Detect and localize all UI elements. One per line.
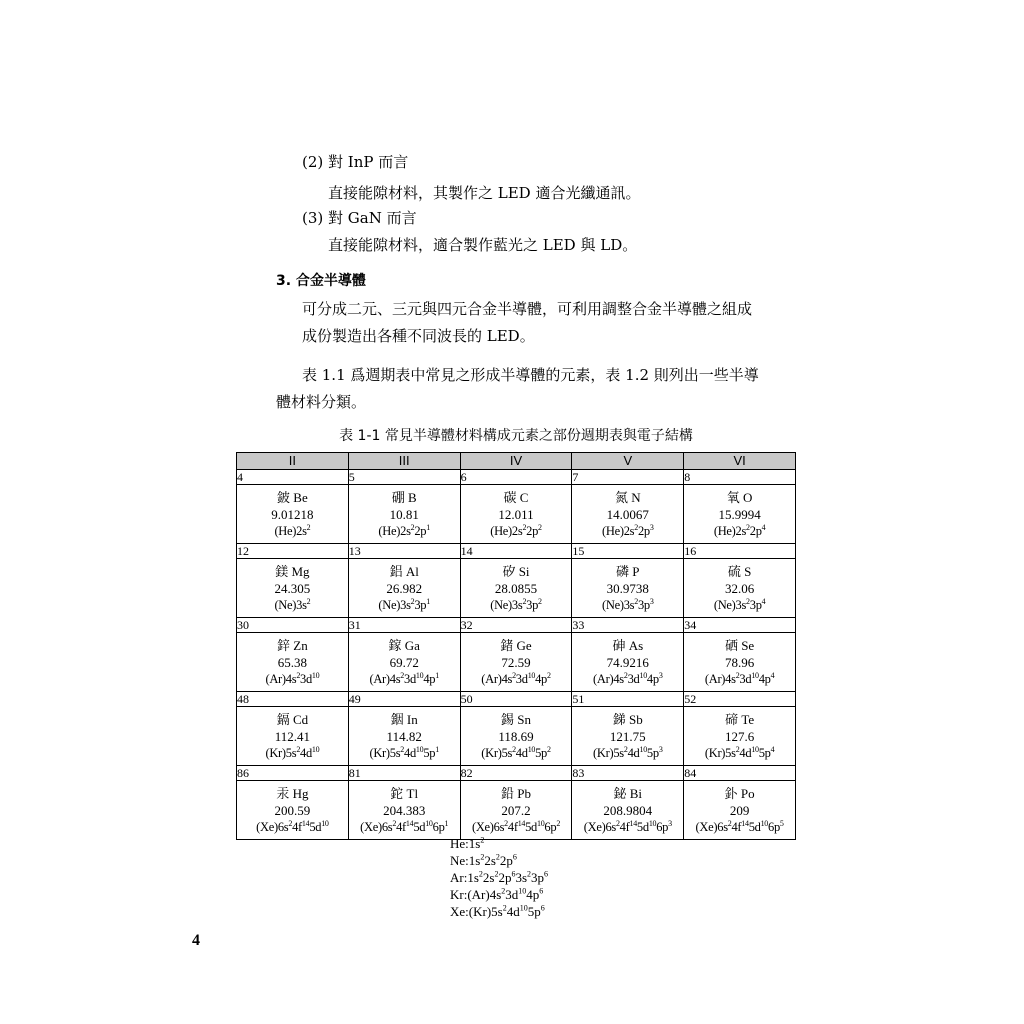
atomic-mass: 10.81: [389, 506, 419, 522]
page-number: 4: [192, 932, 200, 949]
atomic-number: 30: [237, 618, 349, 633]
electron-config: $(Xe)6s^24f^{14}5d^{10}6p^5$: [695, 818, 784, 834]
group-header: II: [237, 453, 349, 470]
element-cell: [684, 559, 796, 618]
section-heading: 3. 合金半導體: [276, 273, 366, 289]
atomic-mass: 208.9804: [603, 802, 653, 818]
periodic-table: [236, 452, 796, 840]
atomic-mass: 200.59: [274, 802, 311, 818]
atomic-number: 49: [348, 692, 460, 707]
electron-config: $(Kr)5s^24d^{10}5p^2$: [481, 744, 551, 760]
element-name: 碳 C: [503, 489, 529, 505]
atomic-number: 82: [460, 766, 572, 781]
atomic-number: 6: [460, 470, 572, 485]
element-name: 氮 N: [614, 489, 641, 505]
atomic-mass: 114.82: [386, 728, 422, 744]
atomic-mass: 121.75: [609, 728, 646, 744]
atomic-number: 84: [684, 766, 796, 781]
electron-config: $(He)2s^22p^4$: [713, 522, 766, 538]
element-cell: [460, 633, 572, 692]
paragraph-2-line-2: 體材料分類。: [276, 393, 367, 411]
paragraph-2-line-1: 表 1.1 爲週期表中常見之形成半導體的元素，表 1.2 則列出一些半導: [302, 366, 759, 384]
element-name: 汞 Hg: [276, 785, 309, 801]
config-note: $Xe:(Kr)5s^24d^{10}5p^6$: [450, 903, 545, 919]
atomic-number: 31: [348, 618, 460, 633]
atomic-mass: 12.011: [498, 506, 534, 522]
atomic-number: 14: [460, 544, 572, 559]
paragraph-1-line-1: 可分成二元、三元與四元合金半導體，可利用調整合金半導體之組成: [302, 300, 753, 318]
electron-config: $(Xe)6s^24f^{14}5d^{10}6p^3$: [583, 818, 672, 834]
element-name: 鍺 Ge: [500, 637, 532, 653]
element-cell: [237, 781, 349, 840]
atomic-mass: 72.59: [501, 654, 531, 670]
electron-config: $(Kr)5s^24d^{10}5p^3$: [593, 744, 663, 760]
element-cell: [572, 633, 684, 692]
electron-config: $(Ar)4s^23d^{10}4p^2$: [481, 670, 551, 686]
element-cell: [237, 633, 349, 692]
element-cell: [572, 485, 684, 544]
electron-config: $(He)2s^22p^1$: [378, 522, 430, 538]
element-cell: [684, 781, 796, 840]
electron-config: $(He)2s^22p^2$: [490, 522, 542, 538]
atomic-number: 4: [237, 470, 349, 485]
atomic-number: 51: [572, 692, 684, 707]
electron-config: $(Kr)5s^24d^{10}5p^1$: [369, 744, 439, 760]
electron-config: $(Ne)3s^23p^1$: [378, 596, 430, 612]
element-cell: [348, 485, 460, 544]
atomic-number: 81: [348, 766, 460, 781]
element-name: 鉍 Bi: [613, 785, 643, 801]
atomic-mass: 118.69: [498, 728, 534, 744]
electron-config: $(He)2s^22p^3$: [602, 522, 654, 538]
atomic-mass: 112.41: [274, 728, 311, 744]
atomic-mass: 32.06: [724, 580, 755, 596]
element-cell: [237, 559, 349, 618]
electron-config: $(Ne)3s^23p^4$: [713, 596, 766, 612]
electron-config: $(Ne)3s^2$: [274, 596, 311, 612]
group-header: V: [572, 453, 684, 470]
atomic-mass: 65.38: [277, 654, 308, 670]
atomic-number-row: [237, 544, 796, 559]
config-note: $Ne:1s^22s^22p^6$: [450, 852, 517, 868]
atomic-number-row: [237, 618, 796, 633]
element-name: 鋁 Al: [389, 563, 419, 579]
element-name: 鉈 Tl: [390, 785, 419, 801]
atomic-mass: 26.982: [386, 580, 423, 596]
atomic-number: 33: [572, 618, 684, 633]
atomic-mass: 30.9738: [606, 580, 649, 596]
element-name: 鎂 Mg: [275, 563, 310, 579]
element-cell: [348, 707, 460, 766]
list-item-3-title: (3) 對 GaN 而言: [302, 209, 417, 227]
electron-config: $(Xe)6s^24f^{14}5d^{10}6p^1$: [360, 818, 449, 834]
element-name: 氧 O: [726, 489, 753, 505]
element-cell: [460, 707, 572, 766]
atomic-number: 50: [460, 692, 572, 707]
element-name: 砷 As: [612, 637, 644, 653]
element-row: [237, 485, 796, 544]
atomic-number-row: [237, 692, 796, 707]
element-name: 磷 P: [616, 563, 640, 579]
atomic-mass: 69.72: [389, 654, 419, 670]
config-note: $Ar:1s^22s^22p^63s^23p^6$: [450, 869, 549, 885]
element-name: 碲 Te: [725, 711, 755, 727]
element-cell: [348, 633, 460, 692]
atomic-number: 52: [684, 692, 796, 707]
atomic-number: 48: [237, 692, 349, 707]
list-item-3-body: 直接能隙材料，適合製作藍光之 LED 與 LD。: [328, 236, 638, 254]
atomic-number: 83: [572, 766, 684, 781]
electron-config: $(Kr)5s^24d^{10}$: [265, 744, 320, 760]
paragraph-1-line-2: 成份製造出各種不同波長的 LED。: [302, 327, 535, 345]
element-name: 鎘 Cd: [276, 711, 309, 727]
element-cell: [572, 559, 684, 618]
element-cell: [460, 485, 572, 544]
group-header: VI: [684, 453, 796, 470]
config-note: $Kr:(Ar)4s^23d^{10}4p^6$: [450, 886, 544, 902]
element-cell: [572, 781, 684, 840]
electron-config: $(Xe)6s^24f^{14}5d^{10}$: [256, 818, 329, 834]
atomic-number-row: [237, 470, 796, 485]
electron-config: $(Ar)4s^23d^{10}4p^4$: [704, 670, 775, 686]
electron-config: $(Ne)3s^23p^2$: [490, 596, 542, 612]
atomic-mass: 15.9994: [718, 506, 761, 522]
group-header: IV: [460, 453, 572, 470]
element-cell: [237, 485, 349, 544]
element-name: 釙 Po: [724, 785, 755, 801]
element-name: 鋅 Zn: [277, 637, 308, 653]
electron-config: $(He)2s^2$: [274, 522, 311, 538]
electron-config: $(Ar)4s^23d^{10}4p^3$: [593, 670, 663, 686]
element-name: 鎵 Ga: [388, 637, 420, 653]
element-cell: [237, 707, 349, 766]
atomic-number: 12: [237, 544, 349, 559]
element-row: [237, 559, 796, 618]
element-name: 矽 Si: [502, 563, 530, 579]
group-header: III: [348, 453, 460, 470]
element-name: 錫 Sn: [501, 711, 531, 727]
atomic-mass: 78.96: [724, 654, 755, 670]
config-note: $He:1s^2$: [450, 835, 485, 851]
element-cell: [684, 633, 796, 692]
atomic-mass: 14.0067: [606, 506, 649, 522]
table-caption: 表 1-1 常見半導體材料構成元素之部份週期表與電子結構: [339, 428, 693, 444]
atomic-mass: 204.383: [383, 802, 426, 818]
element-name: 銦 In: [390, 711, 418, 727]
element-row: [237, 707, 796, 766]
atomic-number: 32: [460, 618, 572, 633]
list-item-2-body: 直接能隙材料，其製作之 LED 適合光纖通訊。: [328, 184, 641, 202]
electron-config: $(Ar)4s^23d^{10}4p^1$: [369, 670, 439, 686]
atomic-number: 8: [684, 470, 796, 485]
element-cell: [460, 781, 572, 840]
atomic-mass: 24.305: [274, 580, 311, 596]
atomic-mass: 74.9216: [606, 654, 649, 670]
element-cell: [572, 707, 684, 766]
atomic-number: 16: [684, 544, 796, 559]
atomic-number: 86: [237, 766, 349, 781]
element-name: 硒 Se: [724, 637, 755, 653]
element-name: 硫 S: [727, 563, 752, 579]
electron-config-notes: [450, 835, 548, 920]
element-row: [237, 781, 796, 840]
electron-config: $(Ne)3s^23p^3$: [602, 596, 654, 612]
atomic-mass: 207.2: [501, 802, 531, 818]
atomic-mass: 9.01218: [271, 506, 314, 522]
element-row: [237, 633, 796, 692]
element-cell: [460, 559, 572, 618]
element-name: 銻 Sb: [612, 711, 643, 727]
element-name: 硼 B: [391, 489, 417, 505]
element-name: 鈹 Be: [277, 489, 308, 505]
atomic-number: 7: [572, 470, 684, 485]
electron-config: $(Ar)4s^23d^{10}$: [265, 670, 320, 686]
element-cell: [348, 781, 460, 840]
electron-config: $(Kr)5s^24d^{10}5p^4$: [704, 744, 775, 760]
table-header-row: [237, 453, 796, 470]
atomic-mass: 28.0855: [494, 580, 538, 596]
atomic-mass: 209: [729, 802, 750, 818]
electron-config: $(Xe)6s^24f^{14}5d^{10}6p^2$: [471, 818, 561, 834]
element-name: 鉛 Pb: [501, 785, 531, 801]
atomic-number-row: [237, 766, 796, 781]
element-cell: [684, 707, 796, 766]
atomic-number: 15: [572, 544, 684, 559]
element-cell: [684, 485, 796, 544]
list-item-2-title: (2) 對 InP 而言: [302, 153, 409, 171]
atomic-number: 34: [684, 618, 796, 633]
atomic-mass: 127.6: [724, 728, 755, 744]
atomic-number: 5: [348, 470, 460, 485]
atomic-number: 13: [348, 544, 460, 559]
element-cell: [348, 559, 460, 618]
